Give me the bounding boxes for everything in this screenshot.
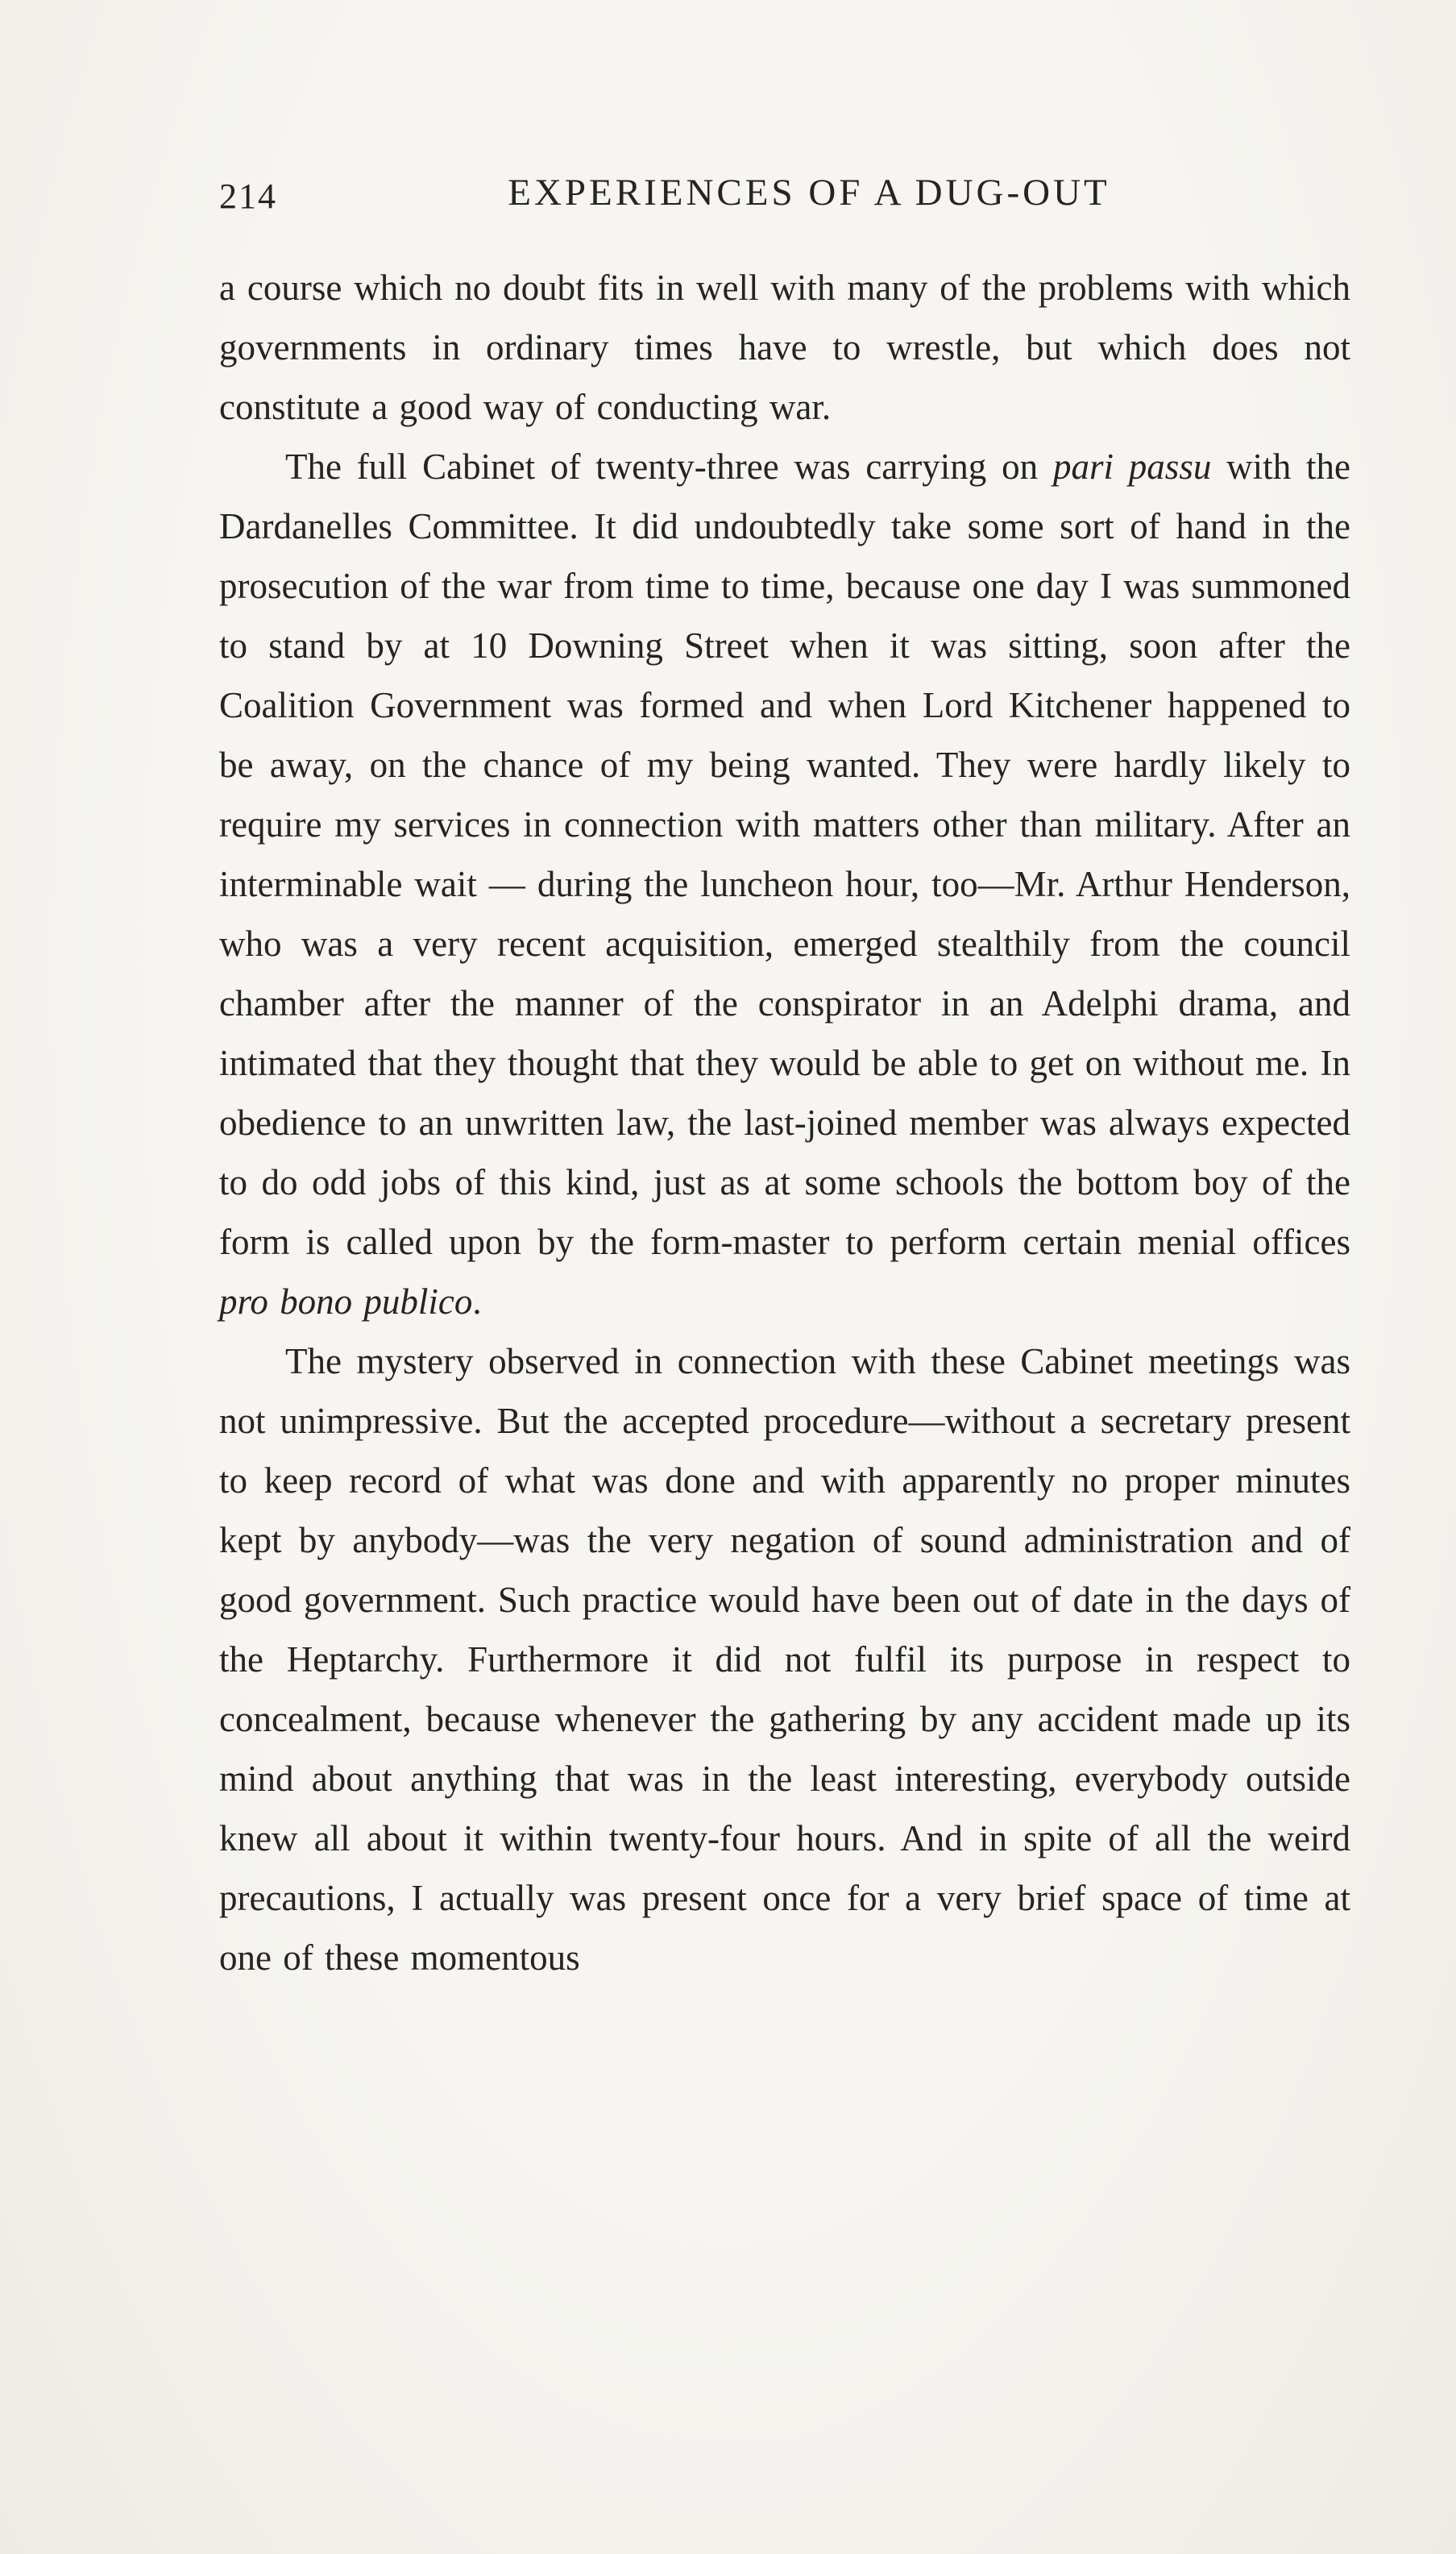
page-number: 214 <box>219 176 277 216</box>
paragraph <box>219 258 1350 437</box>
text-run: with the Dardanelles Committee. It did undoubtedly take some sort of hand in the prosecution of the war from time to time, because one day I was summoned to stand by at 10 Downing Street when it was sitting, soon after the Coalition Government was formed and when Lord Kitchener happened to be away, on the chance of my being wanted. They were hardly likely to require my services in connection with matters other than military. After an interminable wait — during the luncheon hour, too—Mr. Arthur Henderson, who was a very recent acquisition, emerged stealthily from the council chamber after the manner of the conspirator in an Adelphi drama, and intimated that they thought that they would be able to get on without me. In obedience to an unwritten law, the last-joined member was always expected to do odd jobs of this kind, just as at some schools the bottom boy of the form is called upon by the form-master to perform certain menial offices <box>219 446 1351 1262</box>
running-header <box>219 171 1350 229</box>
text-run: . <box>472 1281 482 1322</box>
italic-text: pari passu <box>1052 446 1212 487</box>
page-title: EXPERIENCES OF A DUG-OUT <box>508 172 1110 214</box>
text-run: The full Cabinet of twenty-three was carrying on <box>285 446 1053 487</box>
text-run: a course which no doubt fits in well with many of the problems with which governments in ordinary times have to wrestle, but which does not constitute a good way of conducting war. <box>219 268 1350 427</box>
text-body <box>219 258 1350 1987</box>
paragraph <box>219 437 1350 1331</box>
text-run: The mystery observed in connection with these Cabinet meetings was not unimpressive. But the accepted procedure—without a secretary present to keep record of what was done and with apparently no proper minutes kept by anybody—was the very negation of sound administration and of good government. Such practice would have been out of date in the days of the Heptarchy. Furthermore it did not fulfil its purpose in respect to concealment, because whenever the gathering by any accident made up its mind about anything that was in the least interesting, everybody outside knew all about it within twenty-four hours. And in spite of all the weird precautions, I actually was present once for a very brief space of time at one of these momentous <box>219 1341 1350 1978</box>
italic-text: pro bono publico <box>219 1281 473 1322</box>
text-block <box>219 171 1350 1987</box>
paragraph <box>219 1331 1350 1987</box>
